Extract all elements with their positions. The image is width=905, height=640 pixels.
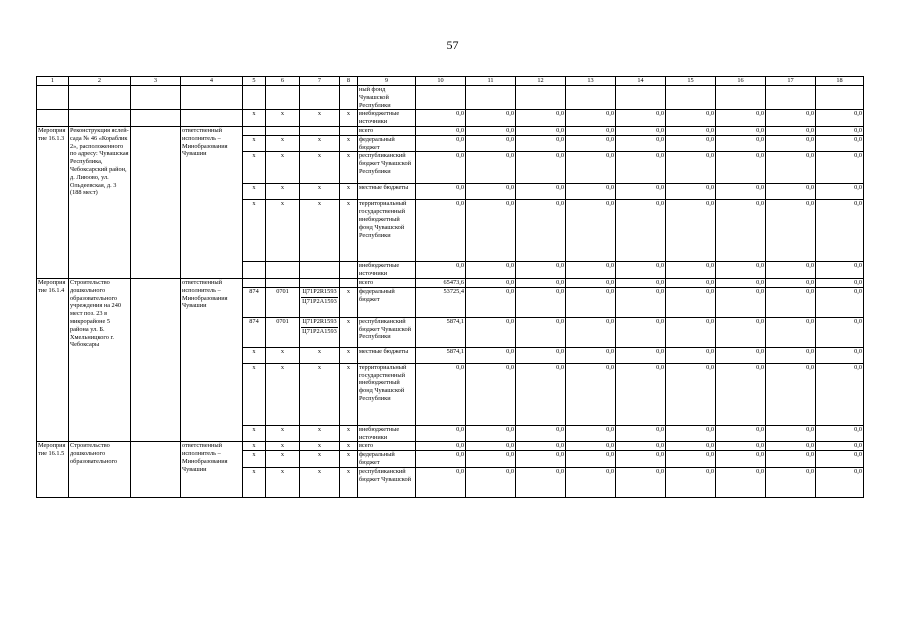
event-name <box>69 110 131 127</box>
amount-cell: 0,0 <box>516 278 566 287</box>
table-row <box>37 442 864 451</box>
section-code: x <box>266 184 300 200</box>
amount-cell: 0,0 <box>566 184 616 200</box>
amount-cell: 0,0 <box>416 363 466 425</box>
amount-cell: 0,0 <box>616 467 666 497</box>
amount-cell: 0,0 <box>466 347 516 363</box>
amount-cell: 0,0 <box>716 425 766 442</box>
amount-cell: 0,0 <box>516 425 566 442</box>
amount-cell: 0,0 <box>466 467 516 497</box>
amount-cell: 0,0 <box>466 287 516 317</box>
target-article-code-value: x <box>317 363 322 371</box>
column-number: 3 <box>131 77 181 86</box>
amount-cell: 0,0 <box>766 152 816 184</box>
target-article-code <box>300 126 340 135</box>
amount-cell: 0,0 <box>466 451 516 468</box>
amount-cell: 0,0 <box>416 467 466 497</box>
amount-cell: 0,0 <box>816 317 864 347</box>
amount-cell <box>816 86 864 110</box>
chief-admin-code: x <box>243 110 266 127</box>
expense-type-group <box>340 86 358 110</box>
funding-source: территориальный государственный внебюджетный фонд Чувашской Республики <box>358 200 416 262</box>
column-number: 10 <box>416 77 466 86</box>
target-article-code <box>300 86 340 110</box>
event-name <box>69 86 131 110</box>
chief-admin-code: x <box>243 347 266 363</box>
amount-cell: 0,0 <box>516 126 566 135</box>
event-id <box>37 110 69 127</box>
table-row <box>37 86 864 110</box>
table-row <box>37 126 864 135</box>
amount-cell: 0,0 <box>666 347 716 363</box>
amount-cell: 0,0 <box>416 110 466 127</box>
amount-cell: 0,0 <box>716 467 766 497</box>
target-article-code <box>300 347 340 363</box>
funding-source: внебюджетные источники <box>358 262 416 279</box>
section-code: x <box>266 135 300 152</box>
funding-source: всего <box>358 126 416 135</box>
section-code: x <box>266 467 300 497</box>
amount-cell: 0,0 <box>766 126 816 135</box>
amount-cell: 0,0 <box>416 184 466 200</box>
amount-cell: 0,0 <box>766 467 816 497</box>
amount-cell: 5874,1 <box>416 317 466 347</box>
amount-cell: 0,0 <box>766 278 816 287</box>
section-code: x <box>266 451 300 468</box>
amount-cell: 0,0 <box>816 278 864 287</box>
funding-source: ный фонд Чувашской Республики <box>358 86 416 110</box>
executor <box>181 86 243 110</box>
funding-source: федеральный бюджет <box>358 451 416 468</box>
target-indicator <box>131 110 181 127</box>
target-article-code: x <box>300 442 340 451</box>
amount-cell: 0,0 <box>716 278 766 287</box>
amount-cell: 0,0 <box>466 425 516 442</box>
column-number: 2 <box>69 77 131 86</box>
amount-cell <box>666 86 716 110</box>
amount-cell: 0,0 <box>816 442 864 451</box>
amount-cell: 0,0 <box>766 184 816 200</box>
expense-type-group: x <box>340 467 358 497</box>
amount-cell <box>416 86 466 110</box>
amount-cell: 0,0 <box>816 451 864 468</box>
expense-type-group: x <box>340 110 358 127</box>
table-row <box>37 278 864 287</box>
funding-source: федеральный бюджет <box>358 135 416 152</box>
amount-cell: 0,0 <box>666 126 716 135</box>
amount-cell: 0,0 <box>566 363 616 425</box>
amount-cell: 0,0 <box>766 347 816 363</box>
amount-cell: 0,0 <box>566 442 616 451</box>
amount-cell: 0,0 <box>666 425 716 442</box>
amount-cell <box>466 86 516 110</box>
amount-cell: 0,0 <box>616 363 666 425</box>
target-article-code <box>300 287 340 317</box>
target-article-code-value: Ц71Р2А1593 <box>302 327 337 335</box>
amount-cell: 0,0 <box>566 287 616 317</box>
amount-cell: 0,0 <box>466 126 516 135</box>
amount-cell: 0,0 <box>816 152 864 184</box>
amount-cell: 0,0 <box>416 442 466 451</box>
target-article-code-value: Ц71Р2R1593 <box>302 317 337 325</box>
table-row <box>37 110 864 127</box>
section-code: x <box>266 200 300 262</box>
event-name: Строительство дошкольного образовательного <box>69 442 131 497</box>
amount-cell: 0,0 <box>416 126 466 135</box>
amount-cell: 0,0 <box>666 278 716 287</box>
amount-cell <box>516 86 566 110</box>
funding-source: местные бюджеты <box>358 347 416 363</box>
amount-cell: 0,0 <box>766 287 816 317</box>
amount-cell: 0,0 <box>416 425 466 442</box>
executor <box>181 110 243 127</box>
amount-cell: 0,0 <box>516 262 566 279</box>
amount-cell: 0,0 <box>466 363 516 425</box>
amount-cell: 0,0 <box>616 110 666 127</box>
funding-source: республиканский бюджет Чувашской <box>358 467 416 497</box>
amount-cell: 0,0 <box>566 347 616 363</box>
event-id: Мероприятие 16.1.4 <box>37 278 69 441</box>
amount-cell: 0,0 <box>466 200 516 262</box>
event-id: Мероприятие 16.1.3 <box>37 126 69 278</box>
amount-cell <box>716 86 766 110</box>
amount-cell: 0,0 <box>616 287 666 317</box>
section-code <box>266 86 300 110</box>
target-article-code: x <box>300 467 340 497</box>
section-code <box>266 126 300 135</box>
target-article-code <box>300 278 340 287</box>
amount-cell: 0,0 <box>716 262 766 279</box>
target-indicator <box>131 442 181 497</box>
amount-cell: 0,0 <box>466 317 516 347</box>
amount-cell: 0,0 <box>516 135 566 152</box>
chief-admin-code: x <box>243 363 266 425</box>
section-code: x <box>266 347 300 363</box>
amount-cell: 0,0 <box>616 184 666 200</box>
amount-cell: 0,0 <box>816 425 864 442</box>
amount-cell: 0,0 <box>566 110 616 127</box>
amount-cell: 0,0 <box>616 451 666 468</box>
target-article-code: x <box>300 200 340 262</box>
amount-cell: 0,0 <box>716 363 766 425</box>
column-number-row <box>37 77 864 86</box>
amount-cell: 0,0 <box>416 152 466 184</box>
amount-cell: 53725,4 <box>416 287 466 317</box>
amount-cell: 0,0 <box>616 317 666 347</box>
chief-admin-code: 874 <box>243 317 266 347</box>
expense-type-group: x <box>340 287 358 317</box>
column-number: 4 <box>181 77 243 86</box>
column-number: 8 <box>340 77 358 86</box>
amount-cell: 0,0 <box>716 317 766 347</box>
section-code <box>266 262 300 279</box>
section-code: 0701 <box>266 287 300 317</box>
amount-cell: 0,0 <box>766 317 816 347</box>
section-code: 0701 <box>266 317 300 347</box>
amount-cell: 0,0 <box>816 347 864 363</box>
funding-source: территориальный государственный внебюджетный фонд Чувашской Республики <box>358 363 416 425</box>
expense-type-group: x <box>340 363 358 425</box>
expense-type-group: x <box>340 442 358 451</box>
column-number: 15 <box>666 77 716 86</box>
chief-admin-code: x <box>243 184 266 200</box>
amount-cell: 0,0 <box>516 110 566 127</box>
amount-cell: 0,0 <box>516 287 566 317</box>
section-code: x <box>266 442 300 451</box>
amount-cell: 0,0 <box>516 152 566 184</box>
amount-cell: 0,0 <box>666 467 716 497</box>
amount-cell: 0,0 <box>616 262 666 279</box>
target-indicator <box>131 278 181 441</box>
amount-cell: 0,0 <box>666 262 716 279</box>
column-number: 9 <box>358 77 416 86</box>
amount-cell: 0,0 <box>566 135 616 152</box>
amount-cell: 0,0 <box>616 425 666 442</box>
amount-cell: 0,0 <box>566 152 616 184</box>
chief-admin-code: x <box>243 451 266 468</box>
column-number: 18 <box>816 77 864 86</box>
amount-cell: 0,0 <box>666 363 716 425</box>
expense-type-group: x <box>340 200 358 262</box>
amount-cell: 0,0 <box>416 451 466 468</box>
amount-cell: 0,0 <box>816 126 864 135</box>
amount-cell: 65473,6 <box>416 278 466 287</box>
funding-source: федеральный бюджет <box>358 287 416 317</box>
executor: ответственный исполнитель – Минобразования Чувашии <box>181 126 243 278</box>
amount-cell: 0,0 <box>716 287 766 317</box>
target-article-code-value: x <box>317 347 322 355</box>
chief-admin-code <box>243 86 266 110</box>
column-number: 11 <box>466 77 516 86</box>
amount-cell <box>566 86 616 110</box>
amount-cell: 0,0 <box>716 126 766 135</box>
amount-cell: 0,0 <box>666 317 716 347</box>
funding-source: внебюджетные источники <box>358 110 416 127</box>
page-number: 57 <box>446 38 459 52</box>
chief-admin-code: x <box>243 200 266 262</box>
chief-admin-code: x <box>243 467 266 497</box>
expense-type-group <box>340 278 358 287</box>
amount-cell <box>616 86 666 110</box>
amount-cell: 0,0 <box>666 184 716 200</box>
column-number: 12 <box>516 77 566 86</box>
amount-cell: 0,0 <box>566 317 616 347</box>
target-indicator <box>131 126 181 278</box>
amount-cell: 0,0 <box>466 152 516 184</box>
amount-cell: 0,0 <box>716 152 766 184</box>
amount-cell: 0,0 <box>616 347 666 363</box>
amount-cell: 0,0 <box>816 467 864 497</box>
target-article-code <box>300 317 340 347</box>
amount-cell: 0,0 <box>666 110 716 127</box>
target-article-code: x <box>300 451 340 468</box>
target-article-code <box>300 425 340 442</box>
chief-admin-code <box>243 262 266 279</box>
amount-cell: 0,0 <box>766 442 816 451</box>
column-number: 16 <box>716 77 766 86</box>
amount-cell: 0,0 <box>566 262 616 279</box>
amount-cell: 0,0 <box>466 278 516 287</box>
executor: ответственный исполнитель – Минобразования Чувашии <box>181 442 243 497</box>
amount-cell: 0,0 <box>466 442 516 451</box>
chief-admin-code <box>243 126 266 135</box>
expense-type-group <box>340 126 358 135</box>
amount-cell: 0,0 <box>816 184 864 200</box>
column-number: 7 <box>300 77 340 86</box>
chief-admin-code <box>243 278 266 287</box>
section-code: x <box>266 110 300 127</box>
amount-cell: 0,0 <box>516 317 566 347</box>
funding-source: республиканский бюджет Чувашской Республики <box>358 152 416 184</box>
amount-cell: 0,0 <box>766 451 816 468</box>
column-number: 17 <box>766 77 816 86</box>
amount-cell: 0,0 <box>616 135 666 152</box>
funding-source: внебюджетные источники <box>358 425 416 442</box>
event-name: Реконструкция яслей-сада № 46 «Кораблик 2», расположенного по адресу: Чувашская Республика, Чебоксарский район, д. Лиюово, ул. Ольдеевская, д. 3 (188 мест) <box>69 126 131 278</box>
executor: ответственный исполнитель – Минобразования Чувашии <box>181 278 243 441</box>
amount-cell: 0,0 <box>516 363 566 425</box>
amount-cell: 0,0 <box>666 287 716 317</box>
amount-cell: 0,0 <box>766 110 816 127</box>
amount-cell: 0,0 <box>616 200 666 262</box>
target-article-code <box>300 363 340 425</box>
target-article-code: x <box>300 110 340 127</box>
funding-source: всего <box>358 278 416 287</box>
amount-cell: 0,0 <box>466 135 516 152</box>
amount-cell: 0,0 <box>616 126 666 135</box>
amount-cell: 0,0 <box>416 135 466 152</box>
amount-cell: 0,0 <box>716 184 766 200</box>
amount-cell: 0,0 <box>766 262 816 279</box>
expense-type-group: x <box>340 184 358 200</box>
target-article-code: x <box>300 152 340 184</box>
amount-cell: 0,0 <box>466 184 516 200</box>
funding-source: местные бюджеты <box>358 184 416 200</box>
amount-cell: 0,0 <box>766 200 816 262</box>
target-article-code-value: Ц71Р2R1593 <box>302 287 337 295</box>
amount-cell: 0,0 <box>566 451 616 468</box>
target-indicator <box>131 86 181 110</box>
amount-cell: 0,0 <box>816 363 864 425</box>
amount-cell: 0,0 <box>566 200 616 262</box>
amount-cell: 0,0 <box>666 200 716 262</box>
funding-source: всего <box>358 442 416 451</box>
amount-cell: 5874,1 <box>416 347 466 363</box>
section-code: x <box>266 152 300 184</box>
amount-cell: 0,0 <box>716 442 766 451</box>
amount-cell: 0,0 <box>466 262 516 279</box>
amount-cell: 0,0 <box>616 278 666 287</box>
amount-cell: 0,0 <box>816 287 864 317</box>
expense-type-group <box>340 262 358 279</box>
amount-cell: 0,0 <box>766 363 816 425</box>
amount-cell: 0,0 <box>566 467 616 497</box>
amount-cell: 0,0 <box>516 467 566 497</box>
amount-cell: 0,0 <box>816 135 864 152</box>
column-number: 14 <box>616 77 666 86</box>
amount-cell: 0,0 <box>766 425 816 442</box>
chief-admin-code: x <box>243 135 266 152</box>
amount-cell: 0,0 <box>516 451 566 468</box>
amount-cell: 0,0 <box>516 347 566 363</box>
amount-cell: 0,0 <box>816 262 864 279</box>
event-name: Строительство дошкольного образовательного учреждения на 240 мест поз. 23 в микрорайоне 5 района ул. Б. Хмельницкого г. Чебоксары <box>69 278 131 441</box>
amount-cell: 0,0 <box>716 200 766 262</box>
chief-admin-code: x <box>243 152 266 184</box>
expense-type-group: x <box>340 451 358 468</box>
expense-type-group: x <box>340 152 358 184</box>
amount-cell: 0,0 <box>816 200 864 262</box>
amount-cell: 0,0 <box>616 152 666 184</box>
chief-admin-code: x <box>243 425 266 442</box>
expense-type-group: x <box>340 347 358 363</box>
target-article-code-value: Ц71Р2А1593 <box>302 297 337 305</box>
amount-cell: 0,0 <box>666 135 716 152</box>
amount-cell: 0,0 <box>516 200 566 262</box>
funding-source: республиканский бюджет Чувашской Республики <box>358 317 416 347</box>
target-article-code: x <box>300 184 340 200</box>
amount-cell <box>766 86 816 110</box>
column-number: 1 <box>37 77 69 86</box>
chief-admin-code: 874 <box>243 287 266 317</box>
amount-cell: 0,0 <box>416 262 466 279</box>
section-code: x <box>266 363 300 425</box>
event-id: Мероприятие 16.1.5 <box>37 442 69 497</box>
expense-type-group: x <box>340 425 358 442</box>
amount-cell: 0,0 <box>666 442 716 451</box>
amount-cell: 0,0 <box>516 442 566 451</box>
amount-cell: 0,0 <box>566 425 616 442</box>
amount-cell: 0,0 <box>466 110 516 127</box>
amount-cell: 0,0 <box>616 442 666 451</box>
amount-cell: 0,0 <box>766 135 816 152</box>
expense-type-group: x <box>340 317 358 347</box>
amount-cell: 0,0 <box>666 152 716 184</box>
column-number: 5 <box>243 77 266 86</box>
column-number: 13 <box>566 77 616 86</box>
amount-cell: 0,0 <box>716 135 766 152</box>
expense-type-group: x <box>340 135 358 152</box>
section-code <box>266 278 300 287</box>
target-article-code <box>300 262 340 279</box>
amount-cell: 0,0 <box>516 184 566 200</box>
amount-cell: 0,0 <box>816 110 864 127</box>
budget-table <box>36 76 864 498</box>
amount-cell: 0,0 <box>716 347 766 363</box>
section-code: x <box>266 425 300 442</box>
amount-cell: 0,0 <box>416 200 466 262</box>
column-number: 6 <box>266 77 300 86</box>
amount-cell: 0,0 <box>716 451 766 468</box>
amount-cell: 0,0 <box>716 110 766 127</box>
amount-cell: 0,0 <box>666 451 716 468</box>
event-id <box>37 86 69 110</box>
amount-cell: 0,0 <box>566 278 616 287</box>
target-article-code: x <box>300 135 340 152</box>
amount-cell: 0,0 <box>566 126 616 135</box>
target-article-code-value: x <box>317 425 322 433</box>
chief-admin-code: x <box>243 442 266 451</box>
